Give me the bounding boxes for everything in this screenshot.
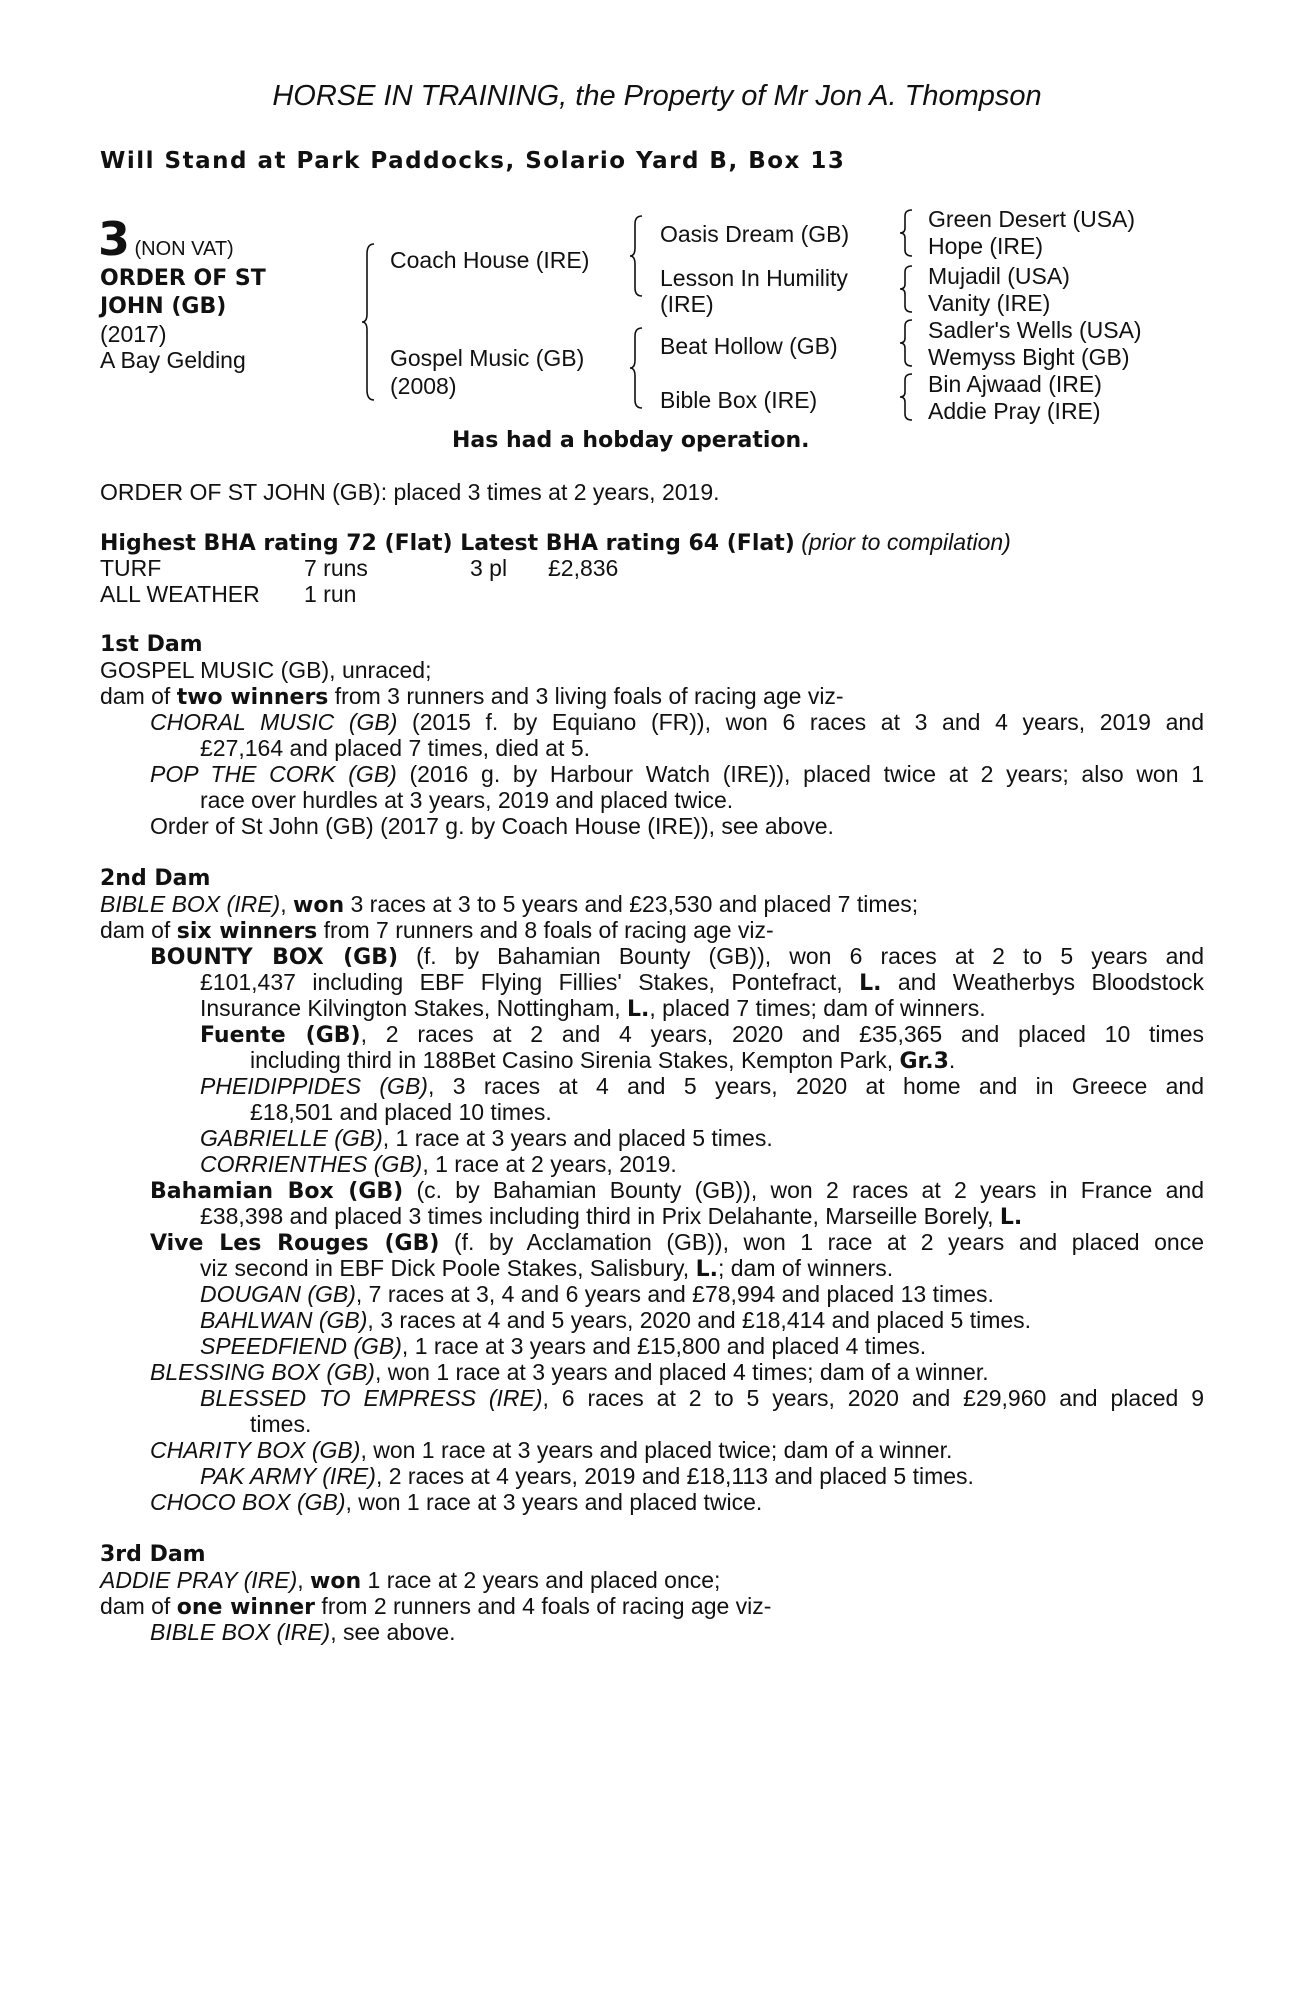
progeny-choco-box: CHOCO BOX (GB), won 1 race at 3 years and placed twice. (150, 1489, 763, 1515)
pedigree-dam-year: (2008) (390, 373, 457, 399)
first-dam-heading: 1st Dam (100, 632, 203, 657)
pedigree-sire-dam: Lesson In Humility (660, 265, 848, 291)
progeny-blessing-box: BLESSING BOX (GB), won 1 race at 3 years and placed 4 times; dam of a winner. (150, 1359, 989, 1385)
pedigree-g4: Vanity (IRE) (928, 290, 1051, 316)
progeny-blessed-to-empress-line-2: times. (250, 1411, 312, 1437)
third-dam-line-1: ADDIE PRAY (IRE), won 1 race at 2 years and placed once; (100, 1567, 721, 1594)
grandsire-bracket-3 (898, 318, 918, 368)
progeny-dougan: DOUGAN (GB), 7 races at 3, 4 and 6 years and £78,994 and placed 13 times. (200, 1281, 994, 1307)
pedigree-sire-sire: Oasis Dream (GB) (660, 221, 850, 247)
foaling-year: (2017) (100, 321, 167, 347)
page-title: HORSE IN TRAINING, the Property of Mr Jon A. Thompson (272, 80, 1042, 112)
horse-name-line-2: JOHN (GB) (100, 294, 227, 319)
progeny-pak-army: PAK ARMY (IRE), 2 races at 4 years, 2019 and £18,113 and placed 5 times. (200, 1463, 974, 1489)
bha-ratings (100, 530, 1011, 556)
pedigree-g3: Mujadil (USA) (928, 263, 1070, 289)
lot-number: 3 (98, 212, 131, 266)
progeny-gabrielle: GABRIELLE (GB), 1 race at 3 years and placed 5 times. (200, 1125, 773, 1151)
progeny-pop-the-cork: POP THE CORK (GB) (2016 g. by Harbour Watch (IRE)), placed twice at 2 years; also won 1 (150, 761, 1205, 787)
dam-line-bracket (628, 326, 648, 410)
all-weather-runs: 1 run (304, 581, 357, 607)
pedigree-g1: Green Desert (USA) (928, 206, 1136, 232)
horse-description: A Bay Gelding (100, 347, 246, 373)
turf-runs: 7 runs (304, 555, 368, 581)
all-weather-label: ALL WEATHER (100, 581, 260, 607)
progeny-speedfiend: SPEEDFIEND (GB), 1 race at 3 years and £15,800 and placed 4 times. (200, 1333, 927, 1359)
hobday-note: Has had a hobday operation. (452, 428, 810, 453)
grandsire-bracket-2 (898, 264, 918, 314)
progeny-choral-music: CHORAL MUSIC (GB) (2015 f. by Equiano (FR)), won 6 races at 3 and 4 years, 2019 and (150, 709, 1204, 735)
progeny-fuente-line-2: including third in 188Bet Casino Sirenia Stakes, Kempton Park, Gr.3. (250, 1047, 956, 1074)
progeny-bounty-box: BOUNTY BOX (GB) (f. by Bahamian Bounty (GB)), won 6 races at 2 to 5 years and (150, 943, 1204, 970)
pedigree-g7: Bin Ajwaad (IRE) (928, 371, 1102, 397)
progeny-vive-les-rouges-line-2: viz second in EBF Dick Poole Stakes, Salisbury, L.; dam of winners. (200, 1255, 894, 1282)
third-dam-heading: 3rd Dam (100, 1542, 206, 1567)
bha-ratings-note: (prior to compilation) (801, 529, 1011, 555)
pedigree-dam-dam: Bible Box (IRE) (660, 387, 818, 413)
progeny-blessed-to-empress: BLESSED TO EMPRESS (IRE), 6 races at 2 to 5 years, 2020 and £29,960 and placed 9 (200, 1385, 1204, 1411)
pedigree-sire-dam-country: (IRE) (660, 291, 714, 317)
progeny-fuente: Fuente (GB), 2 races at 2 and 4 years, 2020 and £35,365 and placed 10 times (200, 1021, 1204, 1048)
second-dam-heading: 2nd Dam (100, 866, 211, 891)
turf-placed: 3 pl (470, 555, 508, 581)
horse-name-line-1: ORDER OF ST (100, 266, 266, 291)
lot-line (98, 212, 234, 266)
turf-label: TURF (100, 555, 162, 581)
grandsire-bracket-4 (898, 372, 918, 422)
progeny-choral-music-line-2: £27,164 and placed 7 times, died at 5. (200, 735, 591, 761)
pedigree-g8: Addie Pray (IRE) (928, 398, 1101, 424)
parents-bracket (360, 242, 380, 402)
grandsire-bracket-1 (898, 208, 918, 258)
second-dam-line-1: BIBLE BOX (IRE), won 3 races at 3 to 5 years and £23,530 and placed 7 times; (100, 891, 919, 918)
progeny-pheidippides: PHEIDIPPIDES (GB), 3 races at 4 and 5 years, 2020 at home and in Greece and (200, 1073, 1204, 1099)
progeny-pop-the-cork-line-2: race over hurdles at 3 years, 2019 and placed twice. (200, 787, 734, 813)
pedigree-dam-sire: Beat Hollow (GB) (660, 333, 838, 359)
pedigree-dam: Gospel Music (GB) (390, 345, 585, 371)
vat-status: (NON VAT) (134, 238, 234, 260)
bha-ratings-text: Highest BHA rating 72 (Flat) Latest BHA rating 64 (Flat) (100, 531, 795, 556)
second-dam-line-2: dam of six winners from 7 runners and 8 foals of racing age viz- (100, 917, 774, 944)
progeny-order-of-st-john: Order of St John (GB) (2017 g. by Coach House (IRE)), see above. (150, 813, 834, 839)
progeny-pheidippides-line-2: £18,501 and placed 10 times. (250, 1099, 552, 1125)
progeny-bahlwan: BAHLWAN (GB), 3 races at 4 and 5 years, 2020 and £18,414 and placed 5 times. (200, 1307, 1032, 1333)
turf-money: £2,836 (548, 555, 619, 581)
first-dam-line-2: dam of two winners from 3 runners and 3 living foals of racing age viz- (100, 683, 844, 710)
third-dam-line-3: BIBLE BOX (IRE), see above. (150, 1619, 456, 1645)
first-dam-line-1: GOSPEL MUSIC (GB), unraced; (100, 657, 432, 683)
progeny-corrienthes: CORRIENTHES (GB), 1 race at 2 years, 2019. (200, 1151, 677, 1177)
progeny-vive-les-rouges: Vive Les Rouges (GB) (f. by Acclamation (GB)), won 1 race at 2 years and placed once (150, 1229, 1204, 1256)
progeny-bounty-box-line-3: Insurance Kilvington Stakes, Nottingham, L., placed 7 times; dam of winners. (200, 995, 986, 1022)
stand-location: Will Stand at Park Paddocks, Solario Yard B, Box 13 (100, 148, 846, 174)
progeny-bahamian-box: Bahamian Box (GB) (c. by Bahamian Bounty (GB)), won 2 races at 2 years in France and (150, 1177, 1205, 1204)
third-dam-line-2: dam of one winner from 2 runners and 4 foals of racing age viz- (100, 1593, 772, 1620)
pedigree-g2: Hope (IRE) (928, 233, 1044, 259)
progeny-charity-box: CHARITY BOX (GB), won 1 race at 3 years and placed twice; dam of a winner. (150, 1437, 953, 1463)
progeny-bounty-box-line-2: £101,437 including EBF Flying Fillies' Stakes, Pontefract, L. and Weatherbys Bloodstock (200, 969, 1204, 996)
pedigree-g6: Wemyss Bight (GB) (928, 344, 1130, 370)
race-summary: ORDER OF ST JOHN (GB): placed 3 times at 2 years, 2019. (100, 479, 720, 505)
pedigree-sire: Coach House (IRE) (390, 247, 590, 273)
sire-line-bracket (628, 214, 648, 298)
progeny-bahamian-box-line-2: £38,398 and placed 3 times including third in Prix Delahante, Marseille Borely, L. (200, 1203, 1023, 1230)
pedigree-g5: Sadler's Wells (USA) (928, 317, 1142, 343)
